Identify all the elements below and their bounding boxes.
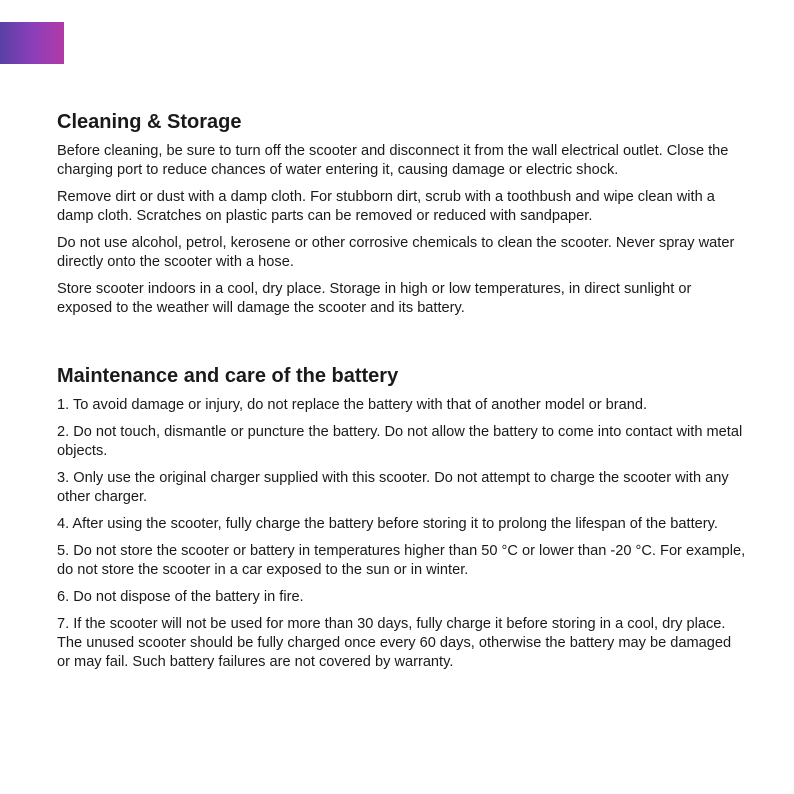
cleaning-paragraph: Before cleaning, be sure to turn off the scooter and disconnect it from the wall electrical outlet. Close the charging port to reduce chances of water entering it, causing damage or electric shock. [57, 143, 729, 178]
list-item: 7. If the scooter will not be used for more than 30 days, fully charge it before storing in a cool, dry place. The unused scooter should be fully charged once every 60 days, otherwise the battery may be damaged or may fail. Such battery failures are not covered by warranty. [57, 616, 732, 670]
list-item: 6. Do not dispose of the battery in fire. [57, 589, 304, 605]
cleaning-paragraph: Do not use alcohol, petrol, kerosene or other corrosive chemicals to clean the scooter. Never spray water directly onto the scooter with a hose. [57, 235, 735, 270]
list-item: 5. Do not store the scooter or battery in temperatures higher than 50 °C or lower than -20 °C. For example, do not store the scooter in a car exposed to the sun or in winter. [57, 543, 746, 578]
cleaning-paragraph: Store scooter indoors in a cool, dry place. Storage in high or low temperatures, in direct sunlight or exposed to the weather will damage the scooter and its battery. [57, 281, 692, 316]
cleaning-storage-title: Cleaning & Storage [57, 111, 242, 133]
list-item: 2. Do not touch, dismantle or puncture the battery. Do not allow the battery to come into contact with metal objects. [57, 424, 743, 459]
corner-accent-tab [0, 22, 64, 64]
list-item: 3. Only use the original charger supplied with this scooter. Do not attempt to charge the scooter with any other charger. [57, 470, 729, 505]
battery-care-title: Maintenance and care of the battery [57, 365, 399, 387]
cleaning-storage-section [57, 108, 747, 318]
battery-care-list [57, 396, 747, 672]
list-item: 4. After using the scooter, fully charge the battery before storing it to prolong the lifespan of the battery. [57, 516, 718, 532]
page-content [57, 108, 747, 680]
battery-care-section [57, 362, 747, 672]
list-item: 1. To avoid damage or injury, do not replace the battery with that of another model or brand. [57, 397, 648, 413]
cleaning-paragraph: Remove dirt or dust with a damp cloth. For stubborn dirt, scrub with a toothbush and wipe clean with a damp cloth. Scratches on plastic parts can be removed or reduced with sandpaper. [57, 189, 715, 224]
